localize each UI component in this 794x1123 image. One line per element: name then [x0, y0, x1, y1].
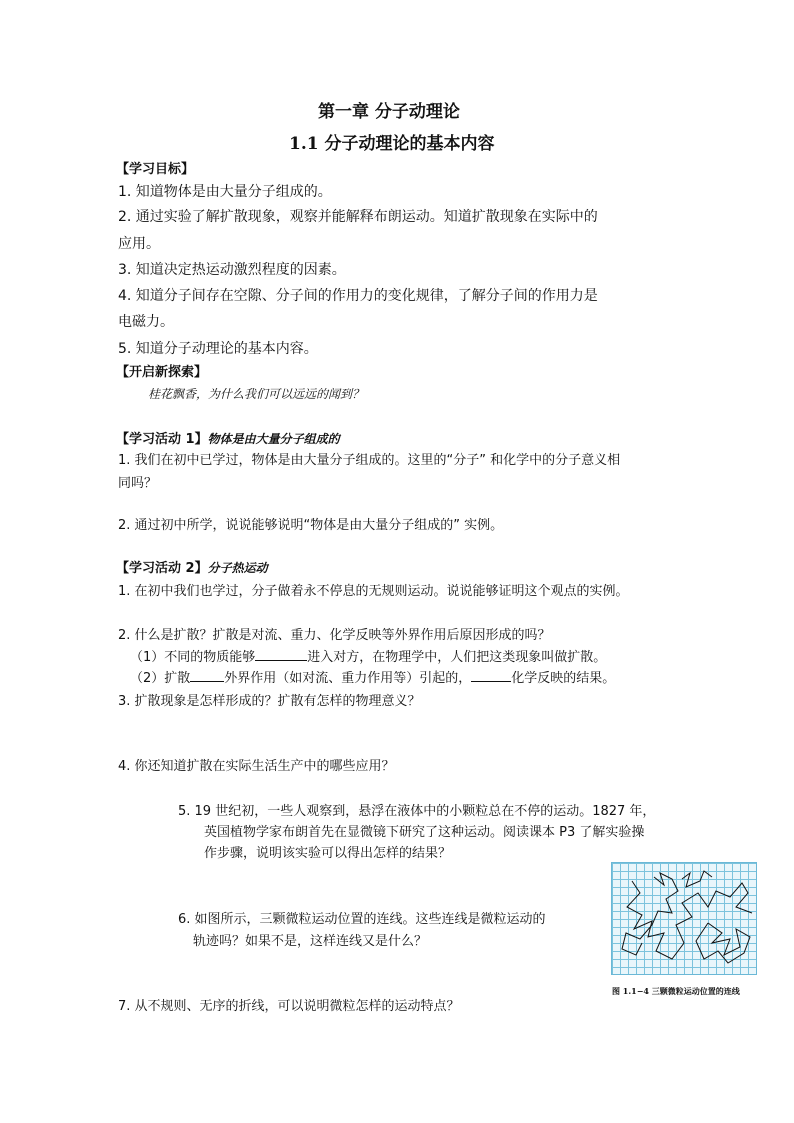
fill-blank[interactable] [255, 647, 307, 661]
particle-path-lines [612, 863, 756, 974]
chapter-title: 第一章 分子动理论 [318, 102, 460, 122]
fill-blank[interactable] [471, 668, 511, 682]
goal-item: 1. 知道物体是由大量分子组成的。 [118, 184, 332, 200]
q2a-text-before: （1）不同的物质能够 [130, 650, 256, 665]
goal-item: 3. 知道决定热运动激烈程度的因素。 [118, 262, 346, 278]
activity2-q6: 6. 如图所示，三颗微粒运动位置的连线。这些连线是微粒运动的 [178, 912, 546, 927]
q2b-text-before: （2）扩散 [130, 671, 191, 686]
fill-blank[interactable] [190, 668, 224, 682]
activity2-q1: 1. 在初中我们也学过，分子做着永不停息的无规则运动。说说能够证明这个观点的实例。 [118, 584, 629, 599]
activity2-heading [116, 557, 268, 576]
activity1-heading [116, 428, 340, 447]
activity2-q3: 3. 扩散现象是怎样形成的？扩散有怎样的物理意义？ [118, 694, 421, 709]
goal-item: 应用。 [118, 236, 160, 252]
goal-item: 2. 通过实验了解扩散现象，观察并能解释布朗运动。知道扩散现象在实际中的 [118, 209, 598, 225]
goal-item: 4. 知道分子间存在空隙、分子间的作用力的变化规律，了解分子间的作用力是 [118, 288, 598, 304]
brownian-motion-figure [611, 862, 757, 975]
explore-question: 桂花飘香，为什么我们可以远远的闻到？ [148, 387, 365, 401]
section-title: 1.1 分子动理论的基本内容 [289, 134, 495, 154]
activity2-q4: 4. 你还知道扩散在实际生活生产中的哪些应用？ [118, 759, 395, 774]
activity2-q2b [130, 667, 615, 686]
q2b-text-middle: 外界作用（如对流、重力作用等）引起的， [224, 671, 472, 686]
activity2-q7: 7. 从不规则、无序的折线，可以说明微粒怎样的运动特点？ [118, 999, 460, 1014]
goal-item: 电磁力。 [118, 314, 174, 330]
q2b-text-after: 化学反映的结果。 [511, 671, 616, 686]
activity2-q2: 2. 什么是扩散？扩散是对流、重力、化学反映等外界作用后原因形成的吗？ [118, 628, 551, 643]
explore-heading: 【开启新探索】 [116, 365, 208, 380]
activity2-topic: 分子热运动 [207, 561, 268, 575]
goals-heading: 【学习目标】 [116, 162, 195, 177]
activity1-q1: 1. 我们在初中已学过，物体是由大量分子组成的。这里的“分子” 和化学中的分子意义相 [118, 453, 621, 468]
activity2-q5-cont: 作步骤，说明该实验可以得出怎样的结果？ [204, 846, 452, 861]
activity2-q2a [130, 646, 606, 665]
goal-item: 5. 知道分子动理论的基本内容。 [118, 341, 318, 357]
activity1-topic: 物体是由大量分子组成的 [207, 432, 340, 446]
figure-caption: 图 1.1−4 三颗微粒运动位置的连线 [612, 986, 740, 996]
activity1-q1-cont: 同吗？ [118, 476, 158, 491]
q2a-text-after: 进入对方，在物理学中，人们把这类现象叫做扩散。 [307, 650, 607, 665]
activity2-label: 【学习活动 2】 [116, 561, 208, 576]
activity1-q2: 2. 通过初中所学，说说能够说明“物体是由大量分子组成的” 实例。 [118, 518, 504, 533]
activity2-q6-cont: 轨迹吗？如果不是，这样连线又是什么？ [193, 934, 428, 949]
activity2-q5-cont: 英国植物学家布朗首先在显微镜下研究了这种运动。阅读课本 P3 了解实验操 [204, 825, 645, 840]
activity1-label: 【学习活动 1】 [116, 432, 208, 447]
activity2-q5: 5. 19 世纪初，一些人观察到，悬浮在液体中的小颗粒总在不停的运动。1827 年， [178, 804, 656, 819]
